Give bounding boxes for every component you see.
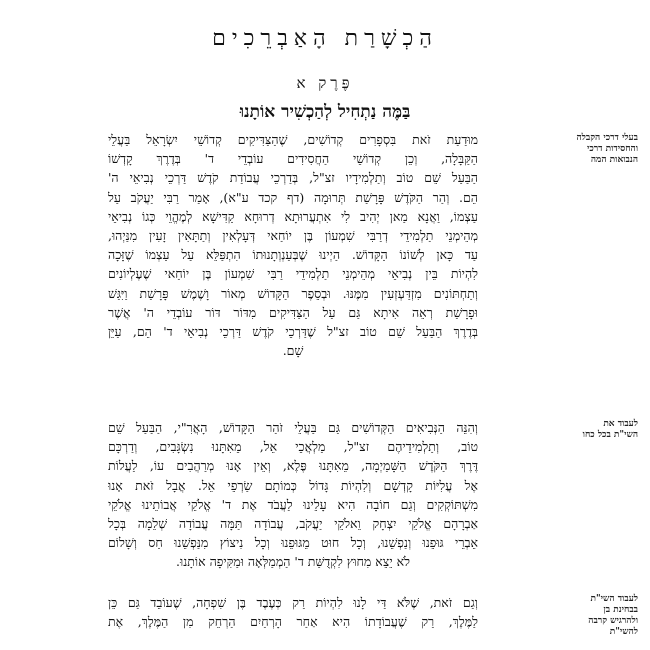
text-line: אֶל עֲלִיּוֹת קָדְשָׁם וְלִהְיוֹת גָּדוֹל כְּמוֹתָם שַׂרְפֵי אֵל. אֲבָל זֹאת אָנוּ xyxy=(108,477,478,493)
margin-note-1 xyxy=(488,133,638,166)
text-line: לֹא יֵצֵא מִחוּץ לִקְדֻשַּׁת ד' הַמְמַלְּאָה וּמַקִּיפָה אוֹתָנוּ. xyxy=(176,554,410,570)
text-line: דֶּרֶךְ הַקֹּדֶשׁ הַשָּׁמַיְמָה, מֵאִתָּנוּ פֶּלֶא, וְאֵין אָנוּ מְרַהֲבִים עוֹ, לַעֲלוֹת xyxy=(108,458,478,474)
paragraph-1 xyxy=(108,130,478,360)
text-line: וְגַם זֹאת, שֶׁלֹּא דַּי לָנוּ לִהְיוֹת רַק כְּעֶבֶד בֶּן שִׁפְחָה, שֶׁעוֹבֵד גַּם כֵּן xyxy=(108,595,478,610)
text-line: מִשְׁתּוֹקְקִים וְגַם חוֹבָה הִיא עָלֵינוּ לַעֲבֹד אֶת ד' אֱלֹקֵי אֲבוֹתֵינוּ אֱלֹקֵי xyxy=(108,496,478,512)
section-heading: בַּמֶּה נַתְחִיל לְהַכְשִׁיר אוֹתָנוּ xyxy=(239,102,411,122)
text-line: וְתַחְתּוֹנִים מִזְדַּעְזְעִין מִמֶּנּוּ. וּבְסֵפֶר הַקָּדוֹשׁ מְאוֹר וָשֶׁמֶשׁ פָּרָשַׁת וַיִּגַּשׁ xyxy=(108,285,478,301)
margin-note-line: בעלי דרכי הקבלה xyxy=(576,133,638,143)
margin-note-line: ולהרגיש קרבה xyxy=(588,616,638,626)
text-line: בְּדֶרֶךְ הַבַּעַל שֵׁם טוֹב זצ"ל שֶׁדַּרְכֵי קֹדֶשׁ דַּרְכֵי נְבִיאֵי ד' הֵם, עַיֵּן xyxy=(108,324,478,340)
text-line: אַבְרָהָם אֱלֹקֵי יִצְחָק וֵאלֹקֵי יַעֲקֹב, עֲבוֹדָה תַּמָּה עֲבוֹדָה שְׁלֵמָה בְּכָל xyxy=(108,516,478,532)
text-line: וְהִנֵּה הַנְּבִיאִים הַקְּדוֹשִׁים גַּם בַּעֲלֵי זֹהַר הַקָּדוֹשׁ, הָאֲרִ"י, הַבַּעַל שֵׁם xyxy=(108,420,478,435)
book-title: הַכְשָׁרַת הָאַבְרֵכִים xyxy=(212,26,438,51)
margin-note-2 xyxy=(488,419,638,441)
chapter-title: פֶּרֶק א xyxy=(296,74,354,92)
text-line: מְהֵימְנֵי תַלְמִידֵי דְרַבִּי שִׁמְעוֹן בֶּן יוֹחַאי דְּעָלְאִין וְתַתָּאִין זָעִין מִנַּיְהוּ, xyxy=(108,228,478,244)
margin-note-line: השי"ת בכל כחו xyxy=(582,430,638,440)
margin-note-line: לעבוד את xyxy=(603,419,638,429)
paragraph-3 xyxy=(108,593,478,631)
text-line: וּפָרָשַׁת רְאֵה אִיתָא גַּם עַל הַצַּדִּיקִים מִדּוֹר דּוֹר עוֹבְדֵי ה' אֲשֶׁר xyxy=(108,304,478,320)
margin-note-line: הנבואות המה xyxy=(590,155,638,165)
paragraph-2 xyxy=(108,418,478,572)
text-line: הַבַּעַל שֵׁם טוֹב וְתַלְמִידָיו זצ"ל, בְּדַרְכֵי עֲבוֹדַת קֹדֶשׁ דַּרְכֵי נְבִיאֵי ה' xyxy=(108,170,478,186)
margin-note-line: והחסידות דרכי xyxy=(586,144,638,154)
text-line: עַצְמוֹ, וַאֲנָא מַאן יְהִיב לִי אִתְעֲרוּתָא דְרוּחָא קַדִּישָׁא לְמֶהֱוֵי כְּגוֹ נְבִיאֵי xyxy=(108,208,478,224)
margin-note-3 xyxy=(488,594,638,638)
text-line: עַד כָּאן לְשׁוֹנוֹ הַקָּדוֹשׁ. הַיְינוּ שֶׁבְּעַנְוְתָנוּתוֹ הִתְפַּלֵּא עַל עַצְמוֹ שֶׁזָּכָה xyxy=(108,247,478,263)
margin-note-line: בבחינת בן xyxy=(603,605,638,615)
text-line: לַמֶּלֶךְ, רַק שֶׁעֲבוֹדָתוֹ הִיא אַחַר הָרְחַיִם הַרְחֵק מִן הַמֶּלֶךְ, אֶת xyxy=(108,614,478,630)
text-line: לִהְיוֹת בֵּין נְבִיאֵי מְהֵימְנֵי תַלְמִידֵי רַבִּי שִׁמְעוֹן בֶּן יוֹחַאי שֶׁעֶלְיוֹנִים xyxy=(108,266,478,282)
text-line: טוֹב, וְתַלְמִידֵיהֶם זצ"ל, מַלְאֲכֵי אֵל, מֵאִתָּנוּ נִשְׂגָּבִים, וְדַרְכָּם xyxy=(108,439,478,455)
text-line: אֵבְרֵי גּוּפֵנוּ וְנַפְשֵׁנוּ, וְכָל חוּט מֵגּוּפֵנוּ וְכָל נִיצוֹץ מִנַּפְשֵׁנוּ חַס וְשָׁלוֹם xyxy=(108,535,478,551)
margin-note-line: לעבוד השי"ת xyxy=(590,594,638,604)
text-line: מוּדַעַת זֹאת בִּסְפָרִים קְדוֹשִׁים, שֶׁהַצַּדִּיקִים קְדוֹשֵׁי יִשְׂרָאֵל בַּעֲלֵי xyxy=(108,132,478,147)
margin-note-line: להשי"ת xyxy=(609,627,638,637)
text-line: הֵם. וְהַר הַקֹּדֶשׁ פָּרָשַׁת תְּרוּמָה (דף קכד ע"א), אָמַר רַבִּי יַעֲקֹב עַל xyxy=(108,189,478,205)
text-line: שָׁם. xyxy=(282,343,304,359)
text-line: הַקַּבָּלָה, וְכֵן קְדוֹשֵׁי הַחֲסִידִים עוֹבְדֵי ד' בְּדֶרֶךְ קָדְשׁוֹ xyxy=(108,151,478,167)
